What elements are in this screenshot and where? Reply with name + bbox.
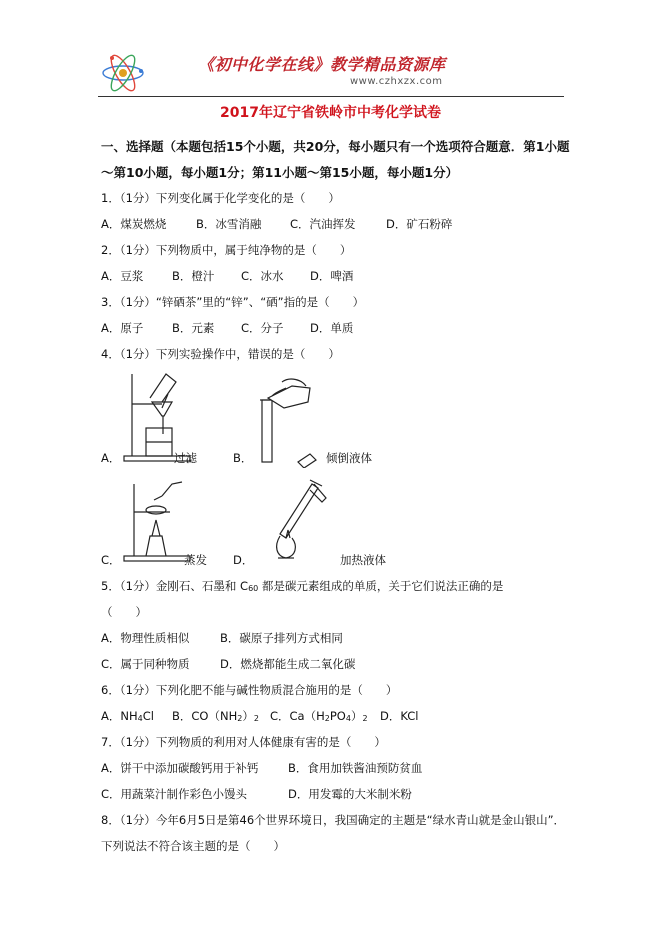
q1-option-d: D．矿石粉碎 bbox=[386, 217, 453, 231]
atom-logo-icon bbox=[100, 50, 146, 96]
q5-option-a: A．物理性质相似 bbox=[101, 631, 190, 645]
q4-option-a: A． bbox=[101, 451, 121, 465]
q6-option-b: B．CO（NH2）2 bbox=[172, 709, 259, 723]
q2-option-b: B．橙汁 bbox=[172, 269, 215, 283]
pouring-liquid-image bbox=[252, 376, 322, 468]
q6-option-c: C．Ca（H2PO4）2 bbox=[270, 709, 368, 723]
q2-option-d: D．啤酒 bbox=[310, 269, 354, 283]
question-1-stem: 1．（1分）下列变化属于化学变化的是（ ） bbox=[101, 191, 340, 205]
q4-option-a-caption: 过滤 bbox=[174, 451, 197, 465]
q3-option-d: D．单质 bbox=[310, 321, 354, 335]
q4-option-c-caption: 蒸发 bbox=[184, 553, 207, 567]
q1-option-b: B．冰雪消融 bbox=[196, 217, 262, 231]
q5-option-b: B．碳原子排列方式相同 bbox=[220, 631, 343, 645]
question-5-stem: 5．（1分）金刚石、石墨和 C60 都是碳元素组成的单质，关于它们说法正确的是 bbox=[101, 579, 504, 593]
question-8-stem: 8．（1分）今年6月5日是第46个世界环境日，我国确定的主题是“绿水青山就是金山银山”．下列说法不符合该主题的是（ ） bbox=[101, 813, 566, 853]
q3-option-a: A．原子 bbox=[101, 321, 144, 335]
q7-option-c: C．用蔬菜汁制作彩色小馒头 bbox=[101, 787, 248, 801]
question-5-paren: （ ） bbox=[101, 605, 147, 619]
q4-option-b-caption: 倾倒液体 bbox=[326, 451, 372, 465]
section-heading: 一、选择题（本题包括15个小题，共20分，每小题只有一个选项符合题意．第1小题～第10小题，每小题1分；第11小题～第15小题，每小题1分） bbox=[101, 139, 570, 180]
banner-title: 《初中化学在线》教学精品资源库 bbox=[198, 55, 446, 74]
q2-option-a: A．豆浆 bbox=[101, 269, 144, 283]
q7-option-b: B．食用加铁酱油预防贫血 bbox=[288, 761, 423, 775]
question-2-stem: 2．（1分）下列物质中，属于纯净物的是（ ） bbox=[101, 243, 352, 257]
q4-option-b: B． bbox=[233, 451, 253, 465]
q4-option-d-caption: 加热液体 bbox=[340, 553, 386, 567]
q7-option-a: A．饼干中添加碳酸钙用于补钙 bbox=[101, 761, 259, 775]
q1-option-a: A．煤炭燃烧 bbox=[101, 217, 167, 231]
question-6-stem: 6．（1分）下列化肥不能与碱性物质混合施用的是（ ） bbox=[101, 683, 398, 697]
page-title: 2017年辽宁省铁岭市中考化学试卷 bbox=[220, 105, 441, 121]
q4-option-d: D． bbox=[233, 553, 254, 567]
banner-url: www.czhxzx.com bbox=[350, 76, 443, 87]
q3-option-b: B．元素 bbox=[172, 321, 215, 335]
question-3-stem: 3．（1分）“锌硒茶”里的“锌”、“硒”指的是（ ） bbox=[101, 295, 365, 309]
q6-option-a: A．NH4Cl bbox=[101, 709, 154, 723]
q4-option-c: C． bbox=[101, 553, 121, 567]
banner-divider bbox=[98, 96, 564, 97]
q3-option-c: C．分子 bbox=[241, 321, 284, 335]
heating-liquid-image bbox=[260, 476, 334, 566]
q2-option-c: C．冰水 bbox=[241, 269, 284, 283]
question-7-stem: 7．（1分）下列物质的利用对人体健康有害的是（ ） bbox=[101, 735, 386, 749]
q6-option-d: D．KCl bbox=[380, 709, 419, 723]
question-4-stem: 4．（1分）下列实验操作中，错误的是（ ） bbox=[101, 347, 340, 361]
q7-option-d: D．用发霉的大米制米粉 bbox=[288, 787, 412, 801]
q5-option-c: C．属于同种物质 bbox=[101, 657, 190, 671]
q5-option-d: D．燃烧都能生成二氧化碳 bbox=[220, 657, 356, 671]
q1-option-c: C．汽油挥发 bbox=[290, 217, 356, 231]
